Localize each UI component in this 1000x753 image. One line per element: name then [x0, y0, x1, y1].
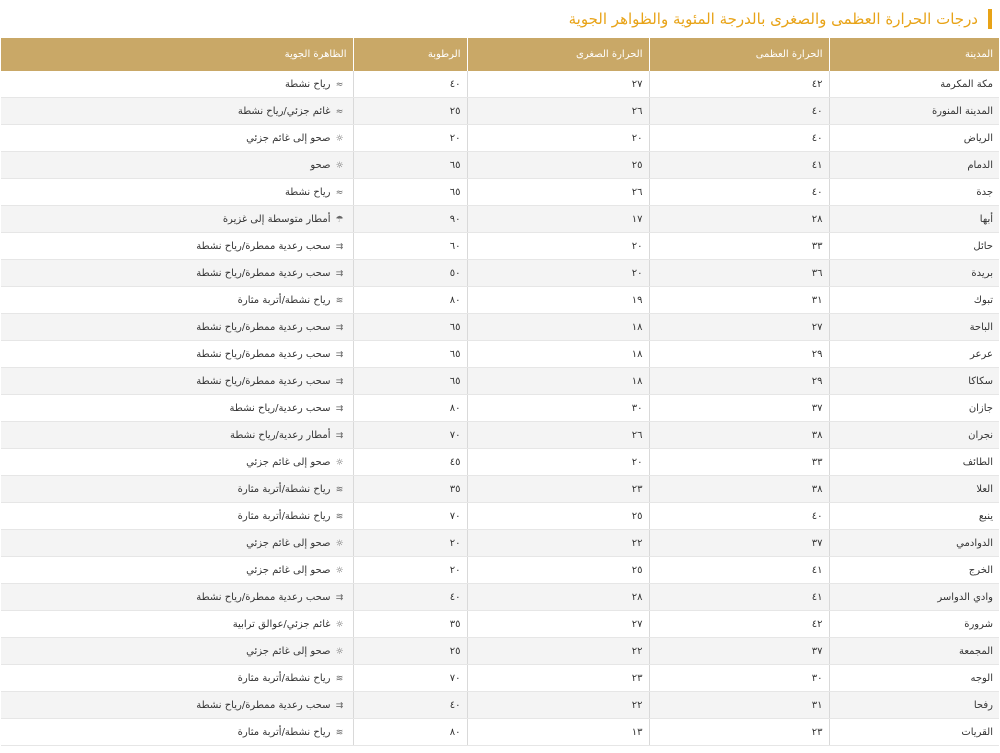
- weather-label: سحب رعدية ممطرة/رياح نشطة: [196, 591, 331, 603]
- weather-cell: [1, 341, 353, 368]
- storm-wind-icon: ⇉: [335, 268, 344, 279]
- humidity-cell: ٣٥: [353, 476, 467, 503]
- min-temp-cell: ٢٨: [467, 584, 649, 611]
- weather-cell: [1, 287, 353, 314]
- column-header-weather: الظاهرة الجوية: [1, 38, 353, 71]
- city-cell: وادي الدواسر: [829, 584, 999, 611]
- sun-icon: ☼: [335, 457, 344, 468]
- humidity-cell: ٤٠: [353, 584, 467, 611]
- city-cell: الدوادمي: [829, 530, 999, 557]
- weather-cell: [1, 260, 353, 287]
- city-cell: الوجه: [829, 665, 999, 692]
- humidity-cell: ٢٥: [353, 98, 467, 125]
- weather-label: صحو إلى غائم جزئي: [246, 456, 331, 468]
- table-row: [1, 530, 999, 557]
- max-temp-cell: ٣٣: [649, 233, 829, 260]
- humidity-cell: ٦٥: [353, 314, 467, 341]
- humidity-cell: ٢٠: [353, 557, 467, 584]
- max-temp-cell: ٣٧: [649, 530, 829, 557]
- table-row: [1, 71, 999, 98]
- humidity-cell: ٦٥: [353, 341, 467, 368]
- min-temp-cell: ٣٠: [467, 395, 649, 422]
- min-temp-cell: ٢٥: [467, 152, 649, 179]
- max-temp-cell: ٤١: [649, 152, 829, 179]
- max-temp-cell: ٣١: [649, 692, 829, 719]
- weather-label: غائم جزئي/عوالق ترابية: [232, 618, 331, 630]
- max-temp-cell: ٢٣: [649, 719, 829, 746]
- table-row: [1, 125, 999, 152]
- table-row: [1, 152, 999, 179]
- min-temp-cell: ٢٦: [467, 179, 649, 206]
- min-temp-cell: ١٨: [467, 314, 649, 341]
- weather-cell: [1, 503, 353, 530]
- weather-cell: [1, 71, 353, 98]
- city-cell: شرورة: [829, 611, 999, 638]
- city-cell: الخرج: [829, 557, 999, 584]
- humidity-cell: ٤٠: [353, 692, 467, 719]
- humidity-cell: ٧٠: [353, 665, 467, 692]
- min-temp-cell: ٢٠: [467, 125, 649, 152]
- weather-cell: [1, 692, 353, 719]
- min-temp-cell: ٢٠: [467, 449, 649, 476]
- weather-label: رياح نشطة/أتربة مثارة: [237, 726, 331, 738]
- max-temp-cell: ٣٧: [649, 638, 829, 665]
- dust-icon: ≋: [335, 511, 344, 522]
- min-temp-cell: ٢٢: [467, 638, 649, 665]
- table-row: [1, 584, 999, 611]
- weather-label: سحب رعدية ممطرة/رياح نشطة: [196, 240, 331, 252]
- weather-cell: [1, 152, 353, 179]
- city-cell: المجمعة: [829, 638, 999, 665]
- max-temp-cell: ٤٠: [649, 98, 829, 125]
- min-temp-cell: ٢٦: [467, 98, 649, 125]
- sun-icon: ☼: [335, 133, 344, 144]
- city-cell: الباحة: [829, 314, 999, 341]
- table-row: [1, 611, 999, 638]
- dust-icon: ≋: [335, 673, 344, 684]
- weather-label: سحب رعدية/رياح نشطة: [229, 402, 331, 414]
- max-temp-cell: ٣٨: [649, 422, 829, 449]
- wind-icon: ≈: [335, 79, 344, 90]
- min-temp-cell: ١٧: [467, 206, 649, 233]
- min-temp-cell: ٢٧: [467, 611, 649, 638]
- min-temp-cell: ٢٥: [467, 557, 649, 584]
- wind-icon: ≈: [335, 106, 344, 117]
- humidity-cell: ٤٠: [353, 71, 467, 98]
- max-temp-cell: ٣٦: [649, 260, 829, 287]
- humidity-cell: ٨٠: [353, 395, 467, 422]
- humidity-cell: ٦٥: [353, 179, 467, 206]
- dust-icon: ≋: [335, 484, 344, 495]
- table-header-row: [1, 38, 999, 71]
- min-temp-cell: ٢٣: [467, 476, 649, 503]
- title-accent-bar: [988, 9, 992, 29]
- min-temp-cell: ٢٢: [467, 530, 649, 557]
- max-temp-cell: ٣٣: [649, 449, 829, 476]
- weather-cell: [1, 530, 353, 557]
- humidity-cell: ٦٥: [353, 368, 467, 395]
- weather-label: أمطار رعدية/رياح نشطة: [229, 429, 331, 441]
- city-cell: العلا: [829, 476, 999, 503]
- weather-cell: [1, 206, 353, 233]
- min-temp-cell: ٢٦: [467, 422, 649, 449]
- min-temp-cell: ٢٣: [467, 665, 649, 692]
- max-temp-cell: ٢٧: [649, 314, 829, 341]
- table-row: [1, 260, 999, 287]
- max-temp-cell: ٢٩: [649, 368, 829, 395]
- storm-wind-icon: ⇉: [335, 403, 344, 414]
- table-row: [1, 476, 999, 503]
- weather-cell: [1, 665, 353, 692]
- max-temp-cell: ٣٠: [649, 665, 829, 692]
- weather-cell: [1, 368, 353, 395]
- storm-wind-icon: ⇉: [335, 430, 344, 441]
- humidity-cell: ٦٥: [353, 152, 467, 179]
- weather-cell: [1, 638, 353, 665]
- humidity-cell: ٩٠: [353, 206, 467, 233]
- weather-cell: [1, 233, 353, 260]
- weather-cell: [1, 314, 353, 341]
- weather-label: رياح نشطة/أتربة مثارة: [237, 510, 331, 522]
- city-cell: حائل: [829, 233, 999, 260]
- column-header-min-temp: الحرارة الصغرى: [467, 38, 649, 71]
- city-cell: تبوك: [829, 287, 999, 314]
- table-row: [1, 557, 999, 584]
- city-cell: جدة: [829, 179, 999, 206]
- humidity-cell: ٣٥: [353, 611, 467, 638]
- weather-table: [1, 38, 999, 746]
- city-cell: بريدة: [829, 260, 999, 287]
- sun-icon: ☼: [335, 538, 344, 549]
- min-temp-cell: ١٨: [467, 368, 649, 395]
- weather-cell: [1, 422, 353, 449]
- page-header: [0, 0, 1000, 38]
- max-temp-cell: ٣١: [649, 287, 829, 314]
- max-temp-cell: ٤٠: [649, 179, 829, 206]
- min-temp-cell: ٢٢: [467, 692, 649, 719]
- sun-icon: ☼: [335, 160, 344, 171]
- table-row: [1, 98, 999, 125]
- page-title: درجات الحرارة العظمى والصغرى بالدرجة المئوية والظواهر الجوية: [568, 10, 978, 28]
- weather-label: رياح نشطة: [284, 78, 331, 90]
- max-temp-cell: ٤١: [649, 584, 829, 611]
- table-row: [1, 314, 999, 341]
- city-cell: سكاكا: [829, 368, 999, 395]
- weather-label: سحب رعدية ممطرة/رياح نشطة: [196, 699, 331, 711]
- humidity-cell: ٧٠: [353, 422, 467, 449]
- weather-label: صحو إلى غائم جزئي: [246, 564, 331, 576]
- city-cell: القريات: [829, 719, 999, 746]
- storm-wind-icon: ⇉: [335, 349, 344, 360]
- table-body: [1, 71, 999, 746]
- weather-label: رياح نشطة: [284, 186, 331, 198]
- table-row: [1, 287, 999, 314]
- weather-label: صحو إلى غائم جزئي: [246, 132, 331, 144]
- humidity-cell: ٧٠: [353, 503, 467, 530]
- weather-cell: [1, 584, 353, 611]
- max-temp-cell: ٤٢: [649, 71, 829, 98]
- max-temp-cell: ٣٧: [649, 395, 829, 422]
- storm-wind-icon: ⇉: [335, 700, 344, 711]
- weather-label: صحو: [310, 159, 331, 171]
- table-row: [1, 638, 999, 665]
- humidity-cell: ٦٠: [353, 233, 467, 260]
- max-temp-cell: ٢٩: [649, 341, 829, 368]
- city-cell: الرياض: [829, 125, 999, 152]
- table-row: [1, 341, 999, 368]
- max-temp-cell: ٢٨: [649, 206, 829, 233]
- storm-wind-icon: ⇉: [335, 241, 344, 252]
- min-temp-cell: ١٩: [467, 287, 649, 314]
- min-temp-cell: ١٣: [467, 719, 649, 746]
- weather-label: رياح نشطة/أتربة مثارة: [237, 483, 331, 495]
- city-cell: مكة المكرمة: [829, 71, 999, 98]
- max-temp-cell: ٤٢: [649, 611, 829, 638]
- weather-label: سحب رعدية ممطرة/رياح نشطة: [196, 321, 331, 333]
- weather-cell: [1, 395, 353, 422]
- rain-icon: ☂: [335, 214, 344, 225]
- weather-label: صحو إلى غائم جزئي: [246, 645, 331, 657]
- city-cell: رفحا: [829, 692, 999, 719]
- weather-label: أمطار متوسطة إلى غزيرة: [222, 213, 331, 225]
- weather-cell: [1, 449, 353, 476]
- weather-cell: [1, 719, 353, 746]
- humidity-cell: ٥٠: [353, 260, 467, 287]
- max-temp-cell: ٣٨: [649, 476, 829, 503]
- city-cell: ينبع: [829, 503, 999, 530]
- city-cell: نجران: [829, 422, 999, 449]
- city-cell: الدمام: [829, 152, 999, 179]
- column-header-humidity: الرطوبة: [353, 38, 467, 71]
- city-cell: عرعر: [829, 341, 999, 368]
- humidity-cell: ٤٥: [353, 449, 467, 476]
- weather-label: سحب رعدية ممطرة/رياح نشطة: [196, 375, 331, 387]
- table-row: [1, 449, 999, 476]
- humidity-cell: ٨٠: [353, 719, 467, 746]
- humidity-cell: ٢٥: [353, 638, 467, 665]
- humidity-cell: ٢٠: [353, 530, 467, 557]
- weather-label: غائم جزئي/رياح نشطة: [237, 105, 331, 117]
- table-row: [1, 692, 999, 719]
- storm-wind-icon: ⇉: [335, 592, 344, 603]
- table-row: [1, 368, 999, 395]
- weather-cell: [1, 557, 353, 584]
- city-cell: أبها: [829, 206, 999, 233]
- weather-label: سحب رعدية ممطرة/رياح نشطة: [196, 348, 331, 360]
- weather-cell: [1, 125, 353, 152]
- dust-icon: ≋: [335, 727, 344, 738]
- weather-label: صحو إلى غائم جزئي: [246, 537, 331, 549]
- table-row: [1, 719, 999, 746]
- table-row: [1, 233, 999, 260]
- weather-cell: [1, 476, 353, 503]
- max-temp-cell: ٤٠: [649, 125, 829, 152]
- column-header-city: المدينة: [829, 38, 999, 71]
- city-cell: جازان: [829, 395, 999, 422]
- table-row: [1, 395, 999, 422]
- max-temp-cell: ٤٠: [649, 503, 829, 530]
- wind-icon: ≈: [335, 187, 344, 198]
- table-row: [1, 179, 999, 206]
- column-header-max-temp: الحرارة العظمى: [649, 38, 829, 71]
- sun-icon: ☼: [335, 619, 344, 630]
- max-temp-cell: ٤١: [649, 557, 829, 584]
- city-cell: الطائف: [829, 449, 999, 476]
- min-temp-cell: ٢٧: [467, 71, 649, 98]
- weather-label: سحب رعدية ممطرة/رياح نشطة: [196, 267, 331, 279]
- table-row: [1, 206, 999, 233]
- min-temp-cell: ٢٠: [467, 233, 649, 260]
- table-row: [1, 422, 999, 449]
- weather-cell: [1, 179, 353, 206]
- min-temp-cell: ٢٥: [467, 503, 649, 530]
- city-cell: المدينة المنورة: [829, 98, 999, 125]
- weather-cell: [1, 98, 353, 125]
- weather-cell: [1, 611, 353, 638]
- humidity-cell: ٢٠: [353, 125, 467, 152]
- humidity-cell: ٨٠: [353, 287, 467, 314]
- sun-icon: ☼: [335, 646, 344, 657]
- storm-wind-icon: ⇉: [335, 376, 344, 387]
- table-row: [1, 503, 999, 530]
- storm-wind-icon: ⇉: [335, 322, 344, 333]
- weather-label: رياح نشطة/أتربة مثارة: [237, 672, 331, 684]
- table-row: [1, 665, 999, 692]
- dust-icon: ≋: [335, 295, 344, 306]
- min-temp-cell: ٢٠: [467, 260, 649, 287]
- sun-icon: ☼: [335, 565, 344, 576]
- min-temp-cell: ١٨: [467, 341, 649, 368]
- weather-label: رياح نشطة/أتربة مثارة: [237, 294, 331, 306]
